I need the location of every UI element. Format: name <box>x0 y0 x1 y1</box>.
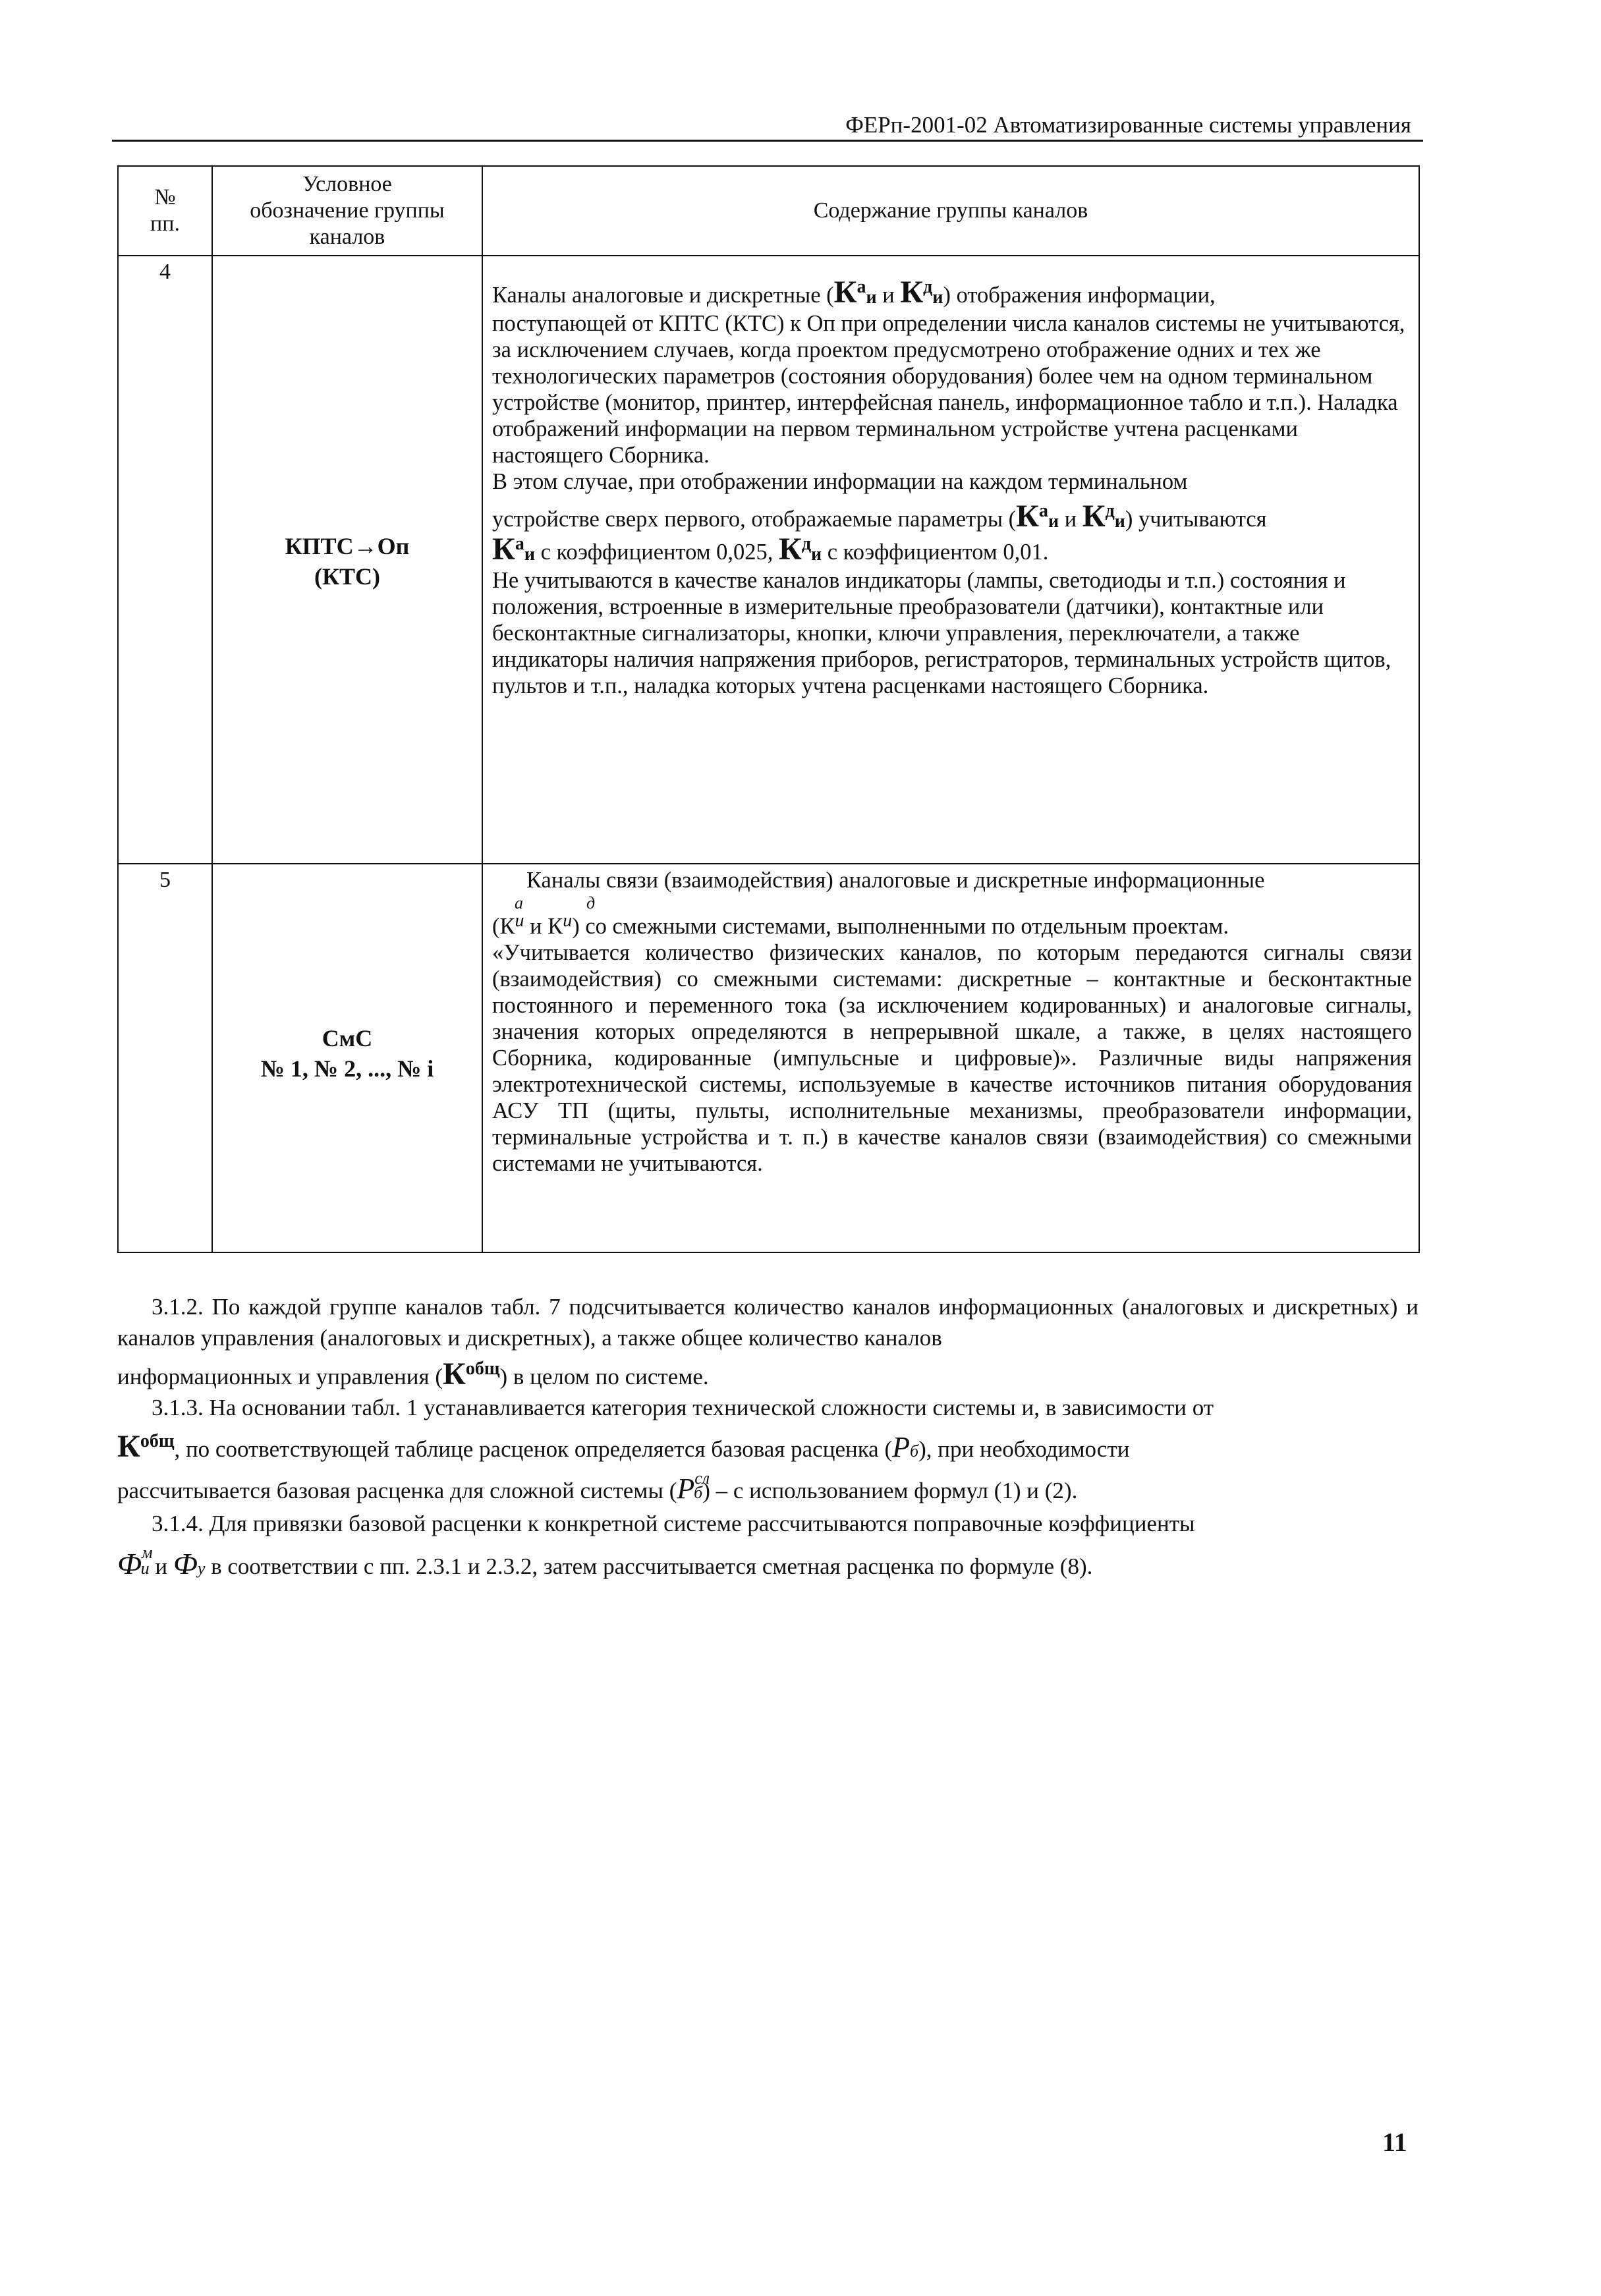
phi-symbol: Ф <box>117 1547 142 1581</box>
table-row <box>118 864 1419 1252</box>
sup: д <box>586 893 596 912</box>
row-content <box>482 256 1419 864</box>
text: ) – с использованием формул (1) и (2). <box>702 1478 1078 1503</box>
text: Каналы аналоговые и дискретные ( <box>492 283 834 308</box>
k-symbol: К <box>900 275 924 310</box>
header-symbol-line: обозначение группы <box>250 198 445 223</box>
row4-line1 <box>492 277 1412 310</box>
sub: и <box>1048 511 1059 532</box>
header-symbol-line: Условное <box>302 172 392 196</box>
text: (К <box>492 914 515 939</box>
text: с коэффициентом 0,025, <box>540 540 773 565</box>
sup: а <box>515 534 524 554</box>
row4-line3: В этом случае, при отображении информации на каждом терминальном <box>492 469 1188 494</box>
row4-line5 <box>492 534 1412 567</box>
channel-groups-table <box>117 165 1420 1253</box>
sup: общ <box>140 1431 175 1451</box>
sub: и <box>515 910 524 931</box>
k-symbol: К <box>492 532 515 567</box>
row5-superscripts <box>492 893 1412 913</box>
row-num: 5 <box>118 864 212 1252</box>
text: ) учитываются <box>1125 507 1267 532</box>
header-num <box>118 166 212 256</box>
sub: и <box>932 287 943 308</box>
text: и К <box>530 914 563 939</box>
text: ) в целом по системе. <box>499 1364 709 1389</box>
text: устройстве сверх первого, отображаемые параметры ( <box>492 507 1017 532</box>
sup: а <box>857 277 866 297</box>
sup: а <box>515 893 523 912</box>
header-num-line: № <box>154 185 176 210</box>
row4-line4 <box>492 501 1412 534</box>
sub: у <box>197 1559 206 1578</box>
k-symbol: К <box>833 275 857 310</box>
sup: м <box>142 1543 153 1562</box>
table-row <box>118 256 1419 864</box>
text: информационных и управления ( <box>117 1364 443 1389</box>
row-symbol <box>212 864 482 1252</box>
sup: д <box>801 534 812 554</box>
k-symbol: К <box>1016 499 1039 534</box>
paragraph-314: 3.1.4. Для привязки базовой расценки к конкретной системе рассчитываются поправочные коэффициенты <box>152 1511 1195 1536</box>
phi-symbol: Ф <box>173 1547 198 1581</box>
row-symbol-line: КПТС→Оп <box>285 533 410 559</box>
header-num-line: пп. <box>150 211 180 236</box>
header-symbol-line: каналов <box>309 225 385 249</box>
text: с коэффициентом 0,01. <box>827 540 1049 565</box>
text: в соответствии с пп. 2.3.1 и 2.3.2, затем рассчитывается сметная расценка по формуле (8). <box>211 1554 1093 1579</box>
row-symbol-line: (КТС) <box>314 563 381 590</box>
text: и <box>882 283 895 308</box>
header-symbol <box>212 166 482 256</box>
header-content: Содержание группы каналов <box>482 166 1419 256</box>
row5-line3: «Учитывается количество физических каналов, по которым передаются сигналы связи (взаимодействия) со смежными системами: дискретные – контактные и бесконтактные постоянного и переменного тока (за исключением кодированных) и аналоговые сигналы, значения которых определяются в непрерывной шкале, а также, в целях настоящего Сборника, кодированные (импульсные и цифровые)». Различные виды напряжения электротехнической системы, используемые в качестве источников питания оборудования АСУ ТП (щиты, пульты, исполнительные механизмы, преобразователи информации, терминальные устройства и т. п.) в качестве каналов связи (взаимодействия) со смежными системами не учитываются. <box>492 940 1412 1176</box>
sup: д <box>923 277 933 297</box>
row-symbol <box>212 256 482 864</box>
text: ) отображения информации, <box>943 283 1216 308</box>
sub: и <box>524 544 535 565</box>
text: и <box>155 1554 168 1579</box>
row5-line2 <box>492 910 1412 939</box>
text: рассчитывается базовая расценка для сложной системы ( <box>117 1478 677 1503</box>
sub: б <box>694 1483 703 1502</box>
row4-line6: Не учитываются в качестве каналов индикаторы (лампы, светодиоды и т.п.) состояния и положения, встроенные в измерительные преобразователи (датчики), контактные или бесконтактные сигнализаторы, кнопки, ключи управления, переключатели, а также индикаторы наличия напряжения приборов, регистраторов, терминальных устройств щитов, пультов и т.п., наладка которых учтена расценками настоящего Сборника. <box>492 568 1391 698</box>
text: ) со смежными системами, выполненными по отдельным проектам. <box>572 914 1229 939</box>
paragraph-312-cont <box>117 1358 1418 1392</box>
page-header <box>112 111 1423 142</box>
header-title: ФЕРп-2001-02 Автоматизированные системы управления <box>845 112 1411 138</box>
paragraph-313-cont <box>117 1431 1418 1467</box>
p-symbol: Р <box>892 1431 911 1463</box>
sup: а <box>1038 501 1048 521</box>
sup: общ <box>465 1358 500 1379</box>
text: и <box>1064 507 1077 532</box>
sup: д <box>1105 501 1115 521</box>
k-symbol: К <box>1082 499 1106 534</box>
sub: и <box>811 544 822 565</box>
row-content <box>482 864 1419 1252</box>
p-symbol: Р <box>677 1472 695 1505</box>
row-num: 4 <box>118 256 212 864</box>
sup: сл <box>694 1469 710 1488</box>
row5-line1: Каналы связи (взаимодействия) аналоговые и дискретные информационные <box>526 868 1265 893</box>
body-text <box>117 1291 1418 1584</box>
sub: и <box>1114 511 1125 532</box>
sub: и <box>866 287 877 308</box>
row4-line2: поступающей от КПТС (КТС) к Оп при определении числа каналов системы не учитываются, за исключением случаев, когда проектом предусмотрено отображение одних и тех же технологических параметров (состояния оборудования) более чем на одном терминальном устройстве (монитор, принтер, интерфейсная панель, информационное табло и т.п.). Наладка отображений информации на первом терминальном устройстве учтена расценками настоящего Сборника. <box>492 311 1405 468</box>
k-symbol: К <box>779 532 802 567</box>
paragraph-313: 3.1.3. На основании табл. 1 устанавливается категория технической сложности системы и, в зависимости от <box>152 1395 1214 1420</box>
k-symbol: К <box>117 1429 140 1464</box>
paragraph-312: 3.1.2. По каждой группе каналов табл. 7 подсчитывается количество каналов информационных (аналоговых и дискретных) и каналов управления (аналоговых и дискретных), а также общее количество каналов <box>117 1294 1418 1351</box>
row-symbol-line: № 1, № 2, ..., № i <box>260 1055 434 1082</box>
page-number: 11 <box>1382 2127 1407 2157</box>
sub: и <box>140 1559 150 1578</box>
row-symbol-line: СмС <box>322 1025 373 1051</box>
sub: и <box>563 910 573 931</box>
paragraph-313-cont2 <box>117 1469 1418 1508</box>
text: , по соответствующей таблице расценок определяется базовая расценка ( <box>174 1436 893 1462</box>
text: ), при необходимости <box>918 1436 1130 1462</box>
table-header-row <box>118 166 1419 256</box>
paragraph-314-cont <box>117 1543 1418 1584</box>
sub: б <box>910 1442 919 1461</box>
k-symbol: К <box>443 1357 466 1391</box>
